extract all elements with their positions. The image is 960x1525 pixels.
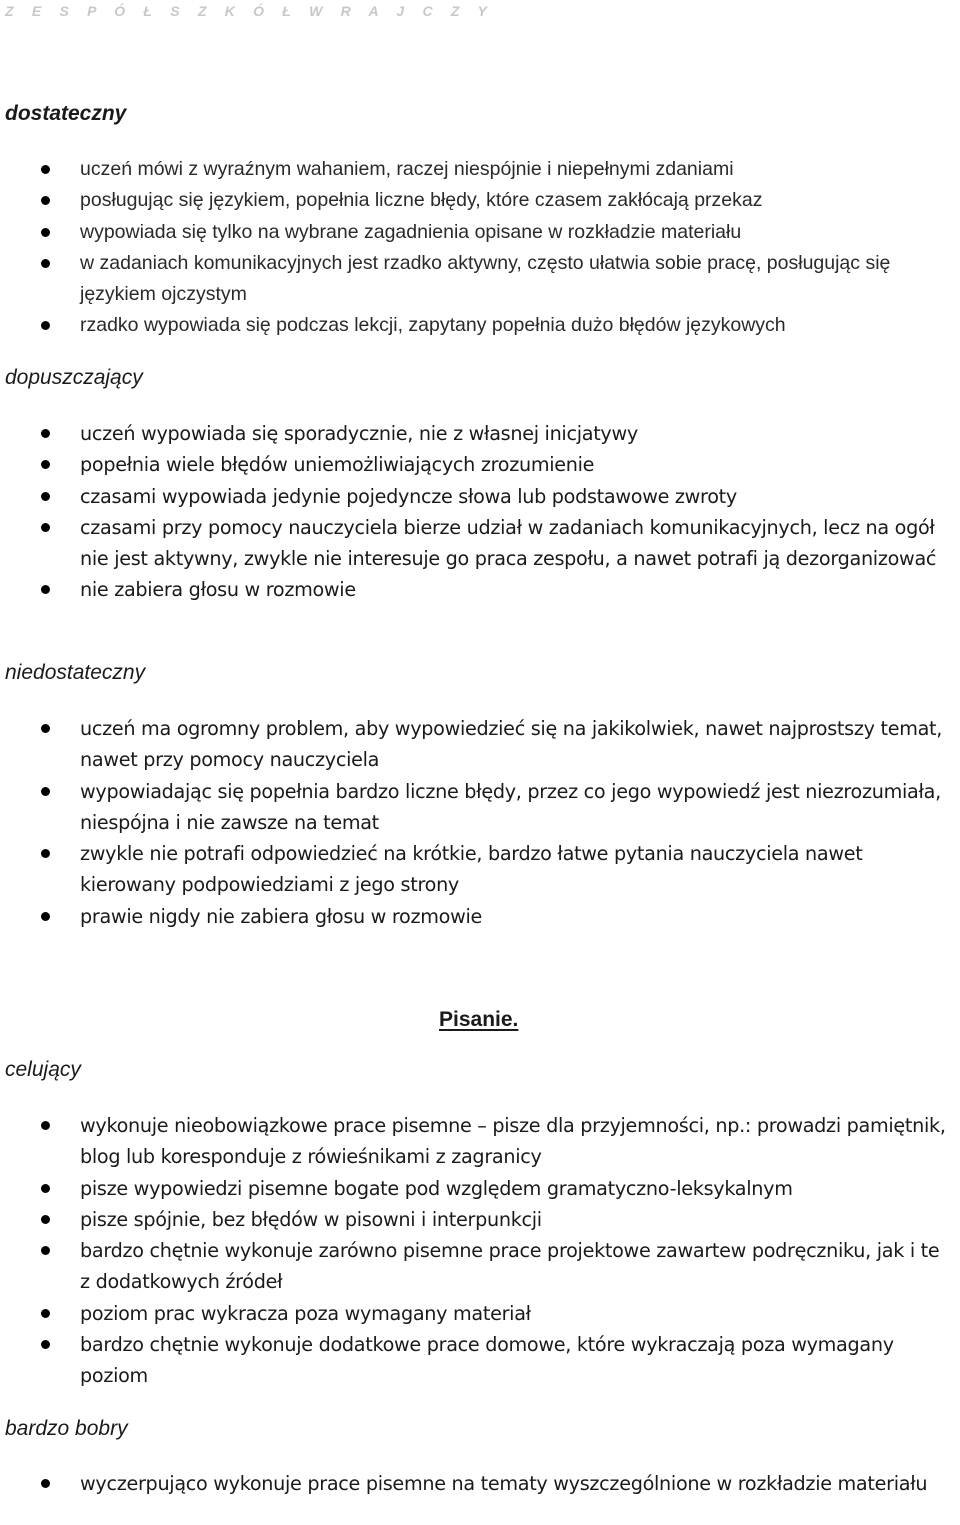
list-item xyxy=(0,1329,960,1392)
list-item xyxy=(0,776,960,839)
list-item xyxy=(0,217,960,248)
bullet-icon xyxy=(41,1215,50,1224)
bullet-icon xyxy=(41,1309,50,1318)
grade-heading-celujacy: celujący xyxy=(5,1058,81,1081)
grade-list-bardzo-bobry xyxy=(0,1468,960,1499)
bullet-icon xyxy=(41,259,50,268)
bullet-icon xyxy=(41,429,50,438)
bullet-icon xyxy=(41,321,50,330)
list-item xyxy=(0,449,960,480)
bullet-icon xyxy=(41,1246,50,1255)
bullet-icon xyxy=(41,585,50,594)
list-item xyxy=(0,1298,960,1329)
list-item xyxy=(0,418,960,449)
bullet-icon xyxy=(41,849,50,858)
bullet-icon xyxy=(41,724,50,733)
bullet-icon xyxy=(41,912,50,921)
list-item-text: nie zabiera głosu w rozmowie xyxy=(80,578,356,602)
list-item-text: bardzo chętnie wykonuje dodatkowe prace domowe, które wykraczają poza wymagany poziom xyxy=(80,1333,894,1388)
bullet-icon xyxy=(41,492,50,501)
list-item-text: poziom prac wykracza poza wymagany materiał xyxy=(80,1301,531,1325)
grade-list-niedostateczny xyxy=(0,713,960,932)
list-item-text: wyczerpująco wykonuje prace pisemne na tematy wyszczególnione w rozkładzie materiału xyxy=(80,1472,928,1495)
list-item xyxy=(0,481,960,512)
grade-heading-dopuszczajacy: dopuszczający xyxy=(5,366,143,389)
bullet-icon xyxy=(41,165,50,174)
list-item-text: w zadaniach komunikacyjnych jest rzadko aktywny, często ułatwia sobie pracę, posługując się językiem ojczystym xyxy=(80,251,891,306)
bullet-icon xyxy=(41,787,50,796)
bullet-icon xyxy=(41,196,50,205)
list-item-text: wypowiadając się popełnia bardzo liczne błędy, przez co jego wypowiedź jest niezrozumiała, niespójna i nie zawsze na temat xyxy=(80,779,941,834)
list-item-text: uczeń mówi z wyraźnym wahaniem, raczej niespójnie i niepełnymi zdaniami xyxy=(80,158,734,180)
list-item xyxy=(0,1204,960,1235)
bullet-icon xyxy=(41,523,50,532)
grade-list-dostateczny xyxy=(0,154,960,342)
grade-heading-bardzo-bobry: bardzo bobry xyxy=(5,1417,128,1440)
list-item xyxy=(0,1110,960,1173)
grade-list-dopuszczajacy xyxy=(0,418,960,606)
list-item-text: posługując się językiem, popełnia liczne błędy, które czasem zakłócają przekaz xyxy=(80,189,763,212)
list-item xyxy=(0,1173,960,1204)
bullet-icon xyxy=(41,1121,50,1130)
list-item xyxy=(0,248,960,311)
grade-heading-dostateczny: dostateczny xyxy=(5,102,127,125)
section-title-pisanie: Pisanie. xyxy=(439,1008,519,1031)
list-item-text: rzadko wypowiada się podczas lekcji, zapytany popełnia dużo błędów językowych xyxy=(80,314,786,337)
list-item xyxy=(0,901,960,932)
list-item xyxy=(0,838,960,901)
list-item xyxy=(0,185,960,216)
list-item-text: pisze wypowiedzi pisemne bogate pod względem gramatyczno-leksykalnym xyxy=(80,1176,793,1200)
list-item xyxy=(0,1235,960,1298)
list-item-text: bardzo chętnie wykonuje zarówno pisemne prace projektowe zawartew podręczniku, jak i te z dodatkowych źródeł xyxy=(80,1239,940,1294)
list-item xyxy=(0,310,960,341)
list-item-text: popełnia wiele błędów uniemożliwiających zrozumienie xyxy=(80,453,595,477)
list-item xyxy=(0,574,960,605)
list-item-text: pisze spójnie, bez błędów w pisowni i interpunkcji xyxy=(80,1207,542,1231)
bullet-icon xyxy=(41,1184,50,1193)
list-item-text: uczeń wypowiada się sporadycznie, nie z własnej inicjatywy xyxy=(80,422,638,445)
school-header: Z E S P Ó Ł S Z K Ó Ł W R A J C Z Y xyxy=(5,3,494,19)
list-item xyxy=(0,1468,960,1499)
list-item-text: zwykle nie potrafi odpowiedzieć na krótkie, bardzo łatwe pytania nauczyciela nawet kierowany podpowiedziami z jego strony xyxy=(80,842,863,897)
grade-heading-niedostateczny: niedostateczny xyxy=(5,661,146,684)
list-item xyxy=(0,713,960,776)
list-item xyxy=(0,512,960,575)
bullet-icon xyxy=(41,460,50,469)
bullet-icon xyxy=(41,1340,50,1349)
list-item-text: wypowiada się tylko na wybrane zagadnienia opisane w rozkładzie materiału xyxy=(80,220,742,243)
list-item xyxy=(0,154,960,185)
grade-list-celujacy xyxy=(0,1110,960,1392)
list-item-text: czasami wypowiada jedynie pojedyncze słowa lub podstawowe zwroty xyxy=(80,484,737,508)
list-item-text: uczeń ma ogromny problem, aby wypowiedzieć się na jakikolwiek, nawet najprostszy temat, nawet przy pomocy nauczyciela xyxy=(80,717,943,772)
list-item-text: czasami przy pomocy nauczyciela bierze udział w zadaniach komunikacyjnych, lecz na ogół nie jest aktywny, zwykle nie interesuje go praca zespołu, a nawet potrafi ją dezorganizować xyxy=(80,515,937,571)
bullet-icon xyxy=(41,1479,50,1488)
list-item-text: prawie nigdy nie zabiera głosu w rozmowie xyxy=(80,904,483,928)
bullet-icon xyxy=(41,228,50,237)
list-item-text: wykonuje nieobowiązkowe prace pisemne – pisze dla przyjemności, np.: prowadzi pamiętnik, blog lub koresponduje z rówieśnikami z zagranicy xyxy=(80,1114,946,1169)
